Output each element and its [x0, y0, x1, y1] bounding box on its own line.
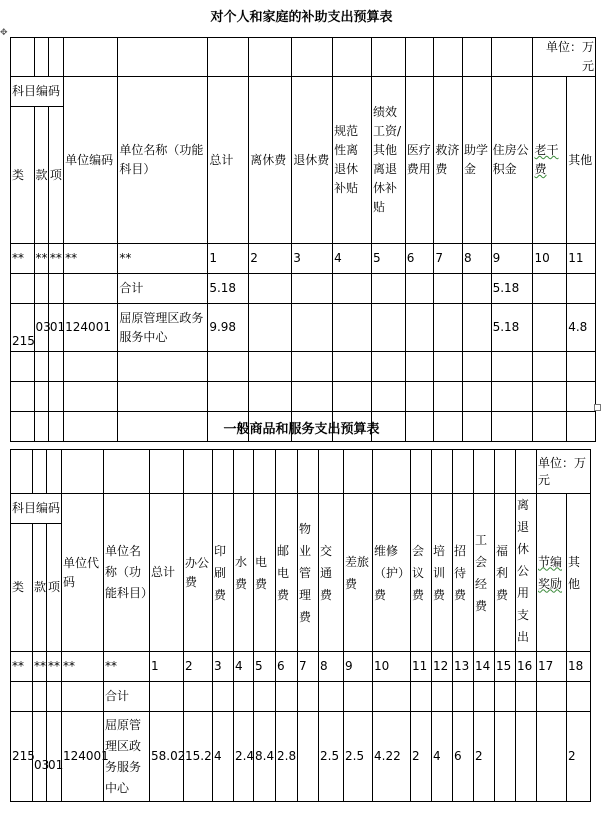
value-cell: 4 — [432, 712, 453, 802]
blank-cell — [491, 38, 533, 77]
table2 — [10, 449, 591, 802]
value-cell: 2.4 — [234, 712, 254, 802]
blank-cell — [64, 274, 118, 304]
col-header — [533, 77, 567, 244]
col-header — [537, 494, 567, 652]
index-cell: 3 — [213, 652, 234, 682]
index-cell: 3 — [292, 244, 333, 274]
unit-code-cell: 124001 — [64, 304, 118, 352]
index-cell: ** — [34, 244, 48, 274]
value-cell — [298, 712, 319, 802]
value-cell — [333, 274, 372, 304]
col-header: 印刷费 — [213, 494, 234, 652]
index-cell: 12 — [432, 652, 453, 682]
index-row — [11, 244, 596, 274]
value-cell — [516, 712, 537, 802]
unit-code-header: 单位代码 — [62, 494, 104, 652]
col-header: 总计 — [150, 494, 184, 652]
index-cell: 5 — [254, 652, 276, 682]
value-cell — [333, 304, 372, 352]
index-cell: ** — [48, 244, 63, 274]
value-cell — [533, 304, 567, 352]
col-header: 招待费 — [453, 494, 474, 652]
total-label: 合计 — [118, 274, 208, 304]
unit-code-cell: 124001 — [62, 712, 104, 802]
total-row — [11, 682, 591, 712]
total-row — [11, 274, 596, 304]
unit-label: 单位：万元 — [537, 450, 591, 494]
unit-name-header: 单位名称（功能科目） — [118, 77, 208, 244]
col-header: 工会经费 — [474, 494, 495, 652]
lei-header: 类 — [11, 524, 33, 652]
lei-header: 类 — [11, 107, 35, 244]
value-cell — [371, 304, 405, 352]
value-cell: 4 — [213, 712, 234, 802]
table-row — [11, 304, 596, 352]
index-cell: ** — [118, 244, 208, 274]
value-cell: 2 — [411, 712, 432, 802]
index-cell: ** — [33, 652, 47, 682]
col-header: 物业管理费 — [298, 494, 319, 652]
index-cell: 18 — [567, 652, 591, 682]
blank-cell — [333, 38, 372, 77]
value-cell — [292, 274, 333, 304]
xiang-cell: 01 — [48, 304, 63, 352]
col-header: 福利费 — [495, 494, 516, 652]
index-cell: 2 — [184, 652, 213, 682]
kuan-header: 款 — [33, 524, 47, 652]
col-header: 总计 — [208, 77, 249, 244]
col-header: 住房公积金 — [491, 77, 533, 244]
blank-cell — [371, 38, 405, 77]
col-header: 绩效工资/其他离退休补贴 — [371, 77, 405, 244]
index-cell: 16 — [516, 652, 537, 682]
col-header: 离休费 — [249, 77, 292, 244]
blank-cell — [118, 38, 208, 77]
index-row — [11, 652, 591, 682]
col-header-text: 老干费 — [534, 143, 559, 176]
kuan-cell: 03 — [34, 304, 48, 352]
value-cell — [405, 274, 434, 304]
value-cell — [292, 304, 333, 352]
col-header: 差旅费 — [344, 494, 373, 652]
value-cell: 2 — [567, 712, 591, 802]
lei-cell: 215 — [11, 712, 33, 802]
blank-cell — [11, 274, 35, 304]
unit-name-header: 单位名称（功能科目） — [104, 494, 150, 652]
index-cell: 5 — [371, 244, 405, 274]
value-cell: 4.22 — [373, 712, 411, 802]
col-header: 水费 — [234, 494, 254, 652]
table1-title: 对个人和家庭的补助支出预算表 — [210, 10, 393, 25]
index-cell: 4 — [234, 652, 254, 682]
value-cell — [434, 304, 463, 352]
index-cell: 15 — [495, 652, 516, 682]
value-cell — [495, 712, 516, 802]
unit-name-cell: 屈原管理区政务服务中心 — [118, 304, 208, 352]
col-header: 其他 — [567, 77, 596, 244]
value-cell — [371, 274, 405, 304]
kuan-cell: 03 — [33, 712, 47, 802]
table1 — [10, 37, 596, 442]
value-cell: 5.18 — [491, 304, 533, 352]
index-cell: ** — [62, 652, 104, 682]
value-cell: 8.4 — [254, 712, 276, 802]
index-cell: 11 — [567, 244, 596, 274]
table-row — [11, 712, 591, 802]
blank-cell — [34, 274, 48, 304]
index-cell: 1 — [208, 244, 249, 274]
index-cell: 11 — [411, 652, 432, 682]
value-cell: 9.98 — [208, 304, 249, 352]
col-header: 退休费 — [292, 77, 333, 244]
blank-cell — [48, 274, 63, 304]
value-cell — [249, 274, 292, 304]
index-cell: 1 — [150, 652, 184, 682]
col-header: 离退休公用支出 — [516, 494, 537, 652]
col-header: 医疗费用 — [405, 77, 434, 244]
value-cell — [249, 304, 292, 352]
total-label: 合计 — [104, 682, 150, 712]
unit-name-cell: 屈原管理区政务服务中心 — [104, 712, 150, 802]
blank-cell — [249, 38, 292, 77]
index-cell: 9 — [344, 652, 373, 682]
col-header: 交通费 — [319, 494, 344, 652]
index-cell: 8 — [319, 652, 344, 682]
blank-cell — [64, 38, 118, 77]
value-cell — [533, 274, 567, 304]
subject-code-header: 科目编码 — [11, 494, 62, 524]
index-cell: 17 — [537, 652, 567, 682]
index-cell: 7 — [298, 652, 319, 682]
empty-row — [11, 382, 596, 412]
value-cell: 6 — [453, 712, 474, 802]
subject-code-header: 科目编码 — [11, 77, 64, 107]
index-cell: ** — [11, 244, 35, 274]
value-cell: 2 — [474, 712, 495, 802]
value-cell: 5.18 — [208, 274, 249, 304]
index-cell: 14 — [474, 652, 495, 682]
blank-cell — [208, 38, 249, 77]
blank-cell — [11, 38, 35, 77]
value-cell — [434, 274, 463, 304]
value-cell: 2.8 — [276, 712, 298, 802]
col-header-text: 节编奖励 — [538, 554, 563, 591]
index-cell: 10 — [373, 652, 411, 682]
col-header: 维修（护）费 — [373, 494, 411, 652]
blank-cell — [434, 38, 463, 77]
index-cell: 2 — [249, 244, 292, 274]
table-resize-handle-icon[interactable] — [594, 404, 601, 411]
col-header: 培训费 — [432, 494, 453, 652]
value-cell: 58.02 — [150, 712, 184, 802]
value-cell — [405, 304, 434, 352]
col-header: 电费 — [254, 494, 276, 652]
index-cell: ** — [47, 652, 62, 682]
index-cell: ** — [104, 652, 150, 682]
index-cell: ** — [11, 652, 33, 682]
value-cell: 5.18 — [491, 274, 533, 304]
index-cell: 6 — [276, 652, 298, 682]
blank-cell — [462, 38, 491, 77]
blank-cell — [48, 38, 63, 77]
col-header: 会议费 — [411, 494, 432, 652]
col-header: 助学金 — [462, 77, 491, 244]
index-cell: 8 — [462, 244, 491, 274]
col-header: 其他 — [567, 494, 591, 652]
lei-cell: 215 — [11, 304, 35, 352]
empty-row — [11, 352, 596, 382]
xiang-header: 项 — [47, 524, 62, 652]
xiang-cell: 01 — [47, 712, 62, 802]
value-cell: 15.2 — [184, 712, 213, 802]
index-cell: 6 — [405, 244, 434, 274]
col-header: 规范性离退休补贴 — [333, 77, 372, 244]
index-cell: ** — [64, 244, 118, 274]
unit-label: 单位：万元 — [533, 38, 596, 77]
value-cell: 2.5 — [344, 712, 373, 802]
value-cell — [537, 712, 567, 802]
blank-cell — [292, 38, 333, 77]
kuan-header: 款 — [34, 107, 48, 244]
table2-title: 一般商品和服务支出预算表 — [223, 422, 380, 437]
value-cell — [567, 274, 596, 304]
index-cell: 10 — [533, 244, 567, 274]
unit-code-header: 单位编码 — [64, 77, 118, 244]
index-cell: 13 — [453, 652, 474, 682]
col-header: 邮电费 — [276, 494, 298, 652]
value-cell: 2.5 — [319, 712, 344, 802]
index-cell: 9 — [491, 244, 533, 274]
table-move-handle-icon[interactable]: ✥ — [0, 28, 8, 38]
col-header: 办公费 — [184, 494, 213, 652]
blank-cell — [34, 38, 48, 77]
index-cell: 4 — [333, 244, 372, 274]
index-cell: 7 — [434, 244, 463, 274]
col-header: 救济费 — [434, 77, 463, 244]
xiang-header: 项 — [48, 107, 63, 244]
blank-cell — [405, 38, 434, 77]
value-cell: 4.8 — [567, 304, 596, 352]
value-cell — [462, 304, 491, 352]
value-cell — [462, 274, 491, 304]
